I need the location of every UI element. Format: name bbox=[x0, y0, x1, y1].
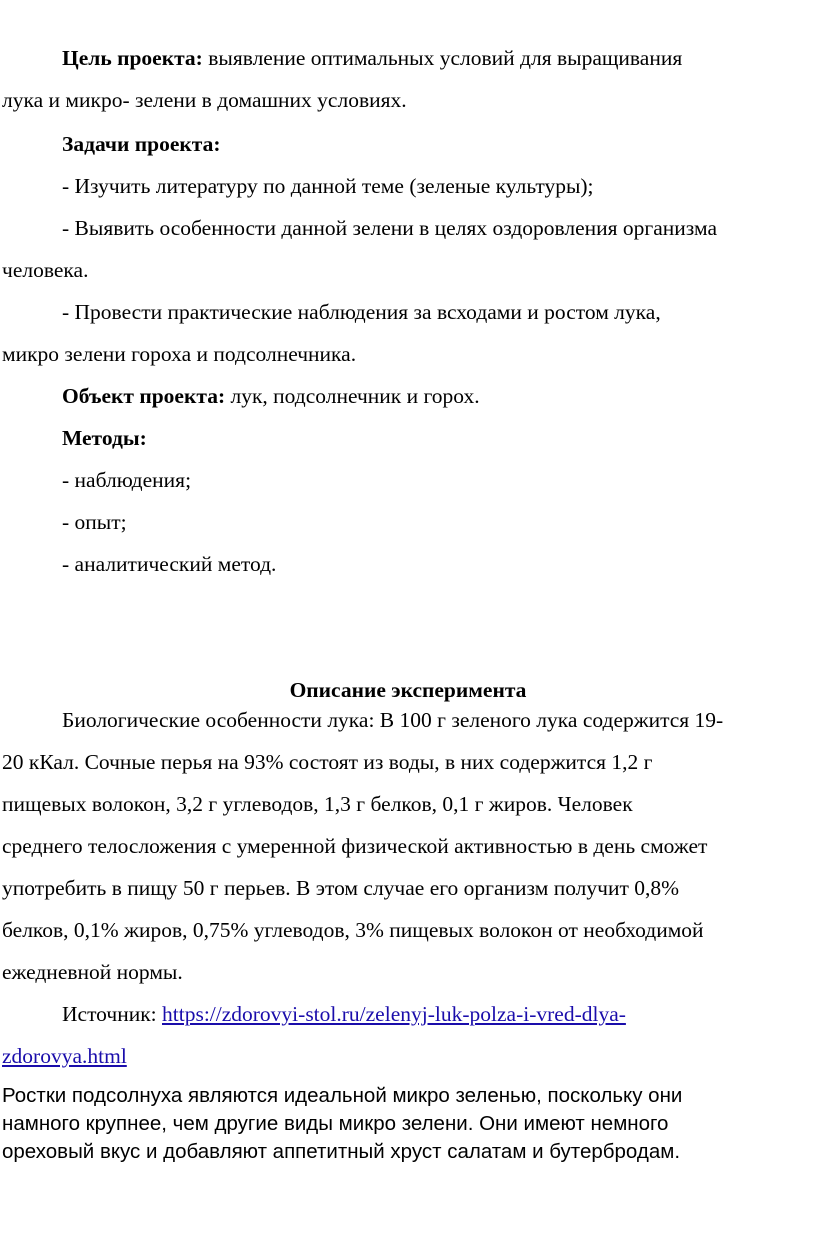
task-item-2: - Выявить особенности данной зелени в целях оздоровления организма bbox=[62, 216, 717, 240]
goal-text: выявление оптимальных условий для выращивания bbox=[202, 46, 683, 70]
tasks-label bbox=[62, 130, 221, 158]
sunflower-line-2: намного крупнее, чем другие виды микро зелени. Они имеют немного bbox=[2, 1112, 669, 1135]
goal-text-continued: лука и микро- зелени в домашних условиях. bbox=[2, 88, 407, 112]
experiment-line-1: Биологические особенности лука: В 100 г зеленого лука содержится 19- bbox=[62, 708, 724, 732]
experiment-line-3: пищевых волокон, 3,2 г углеводов, 1,3 г белков, 0,1 г жиров. Человек bbox=[2, 792, 633, 816]
object-paragraph bbox=[62, 382, 480, 410]
sunflower-line-1: Ростки подсолнуха являются идеальной микро зеленью, поскольку они bbox=[2, 1084, 683, 1107]
task-item-1: - Изучить литературу по данной теме (зеленые культуры); bbox=[62, 174, 594, 198]
source-paragraph bbox=[62, 1000, 626, 1028]
object-text: лук, подсолнечник и горох. bbox=[225, 384, 480, 408]
source-link-continued[interactable]: zdorovya.html bbox=[2, 1044, 127, 1068]
experiment-heading: Описание эксперимента bbox=[289, 678, 527, 702]
methods-heading: Методы: bbox=[62, 426, 147, 450]
task-item-2-continued: человека. bbox=[2, 258, 89, 282]
source-link-continued-line bbox=[2, 1042, 127, 1070]
experiment-line-5: употребить в пищу 50 г перьев. В этом случае его организм получит 0,8% bbox=[2, 876, 680, 900]
source-link[interactable]: https://zdorovyi-stol.ru/zelenyj-luk-polza-i-vred-dlya- bbox=[162, 1002, 626, 1026]
experiment-line-7: ежедневной нормы. bbox=[2, 960, 183, 984]
sunflower-line-3: ореховый вкус и добавляют аппетитный хруст салатам и бутербродам. bbox=[2, 1140, 681, 1163]
goal-paragraph bbox=[62, 44, 682, 72]
task-item-3: - Провести практические наблюдения за всходами и ростом лука, bbox=[62, 300, 661, 324]
experiment-line-6: белков, 0,1% жиров, 0,75% углеводов, 3% пищевых волокон от необходимой bbox=[2, 918, 704, 942]
source-label: Источник: bbox=[62, 1002, 162, 1026]
object-label: Объект проекта: bbox=[62, 384, 226, 408]
methods-label bbox=[62, 424, 147, 452]
experiment-line-2: 20 кКал. Сочные перья на 93% состоят из воды, в них содержится 1,2 г bbox=[2, 750, 653, 774]
method-item-3: - аналитический метод. bbox=[62, 552, 277, 576]
goal-label: Цель проекта: bbox=[62, 46, 203, 70]
method-item-2: - опыт; bbox=[62, 510, 127, 534]
task-item-3-continued: микро зелени гороха и подсолнечника. bbox=[2, 342, 357, 366]
experiment-line-4: среднего телосложения с умеренной физической активностью в день сможет bbox=[2, 834, 708, 858]
tasks-heading: Задачи проекта: bbox=[62, 132, 221, 156]
method-item-1: - наблюдения; bbox=[62, 468, 192, 492]
